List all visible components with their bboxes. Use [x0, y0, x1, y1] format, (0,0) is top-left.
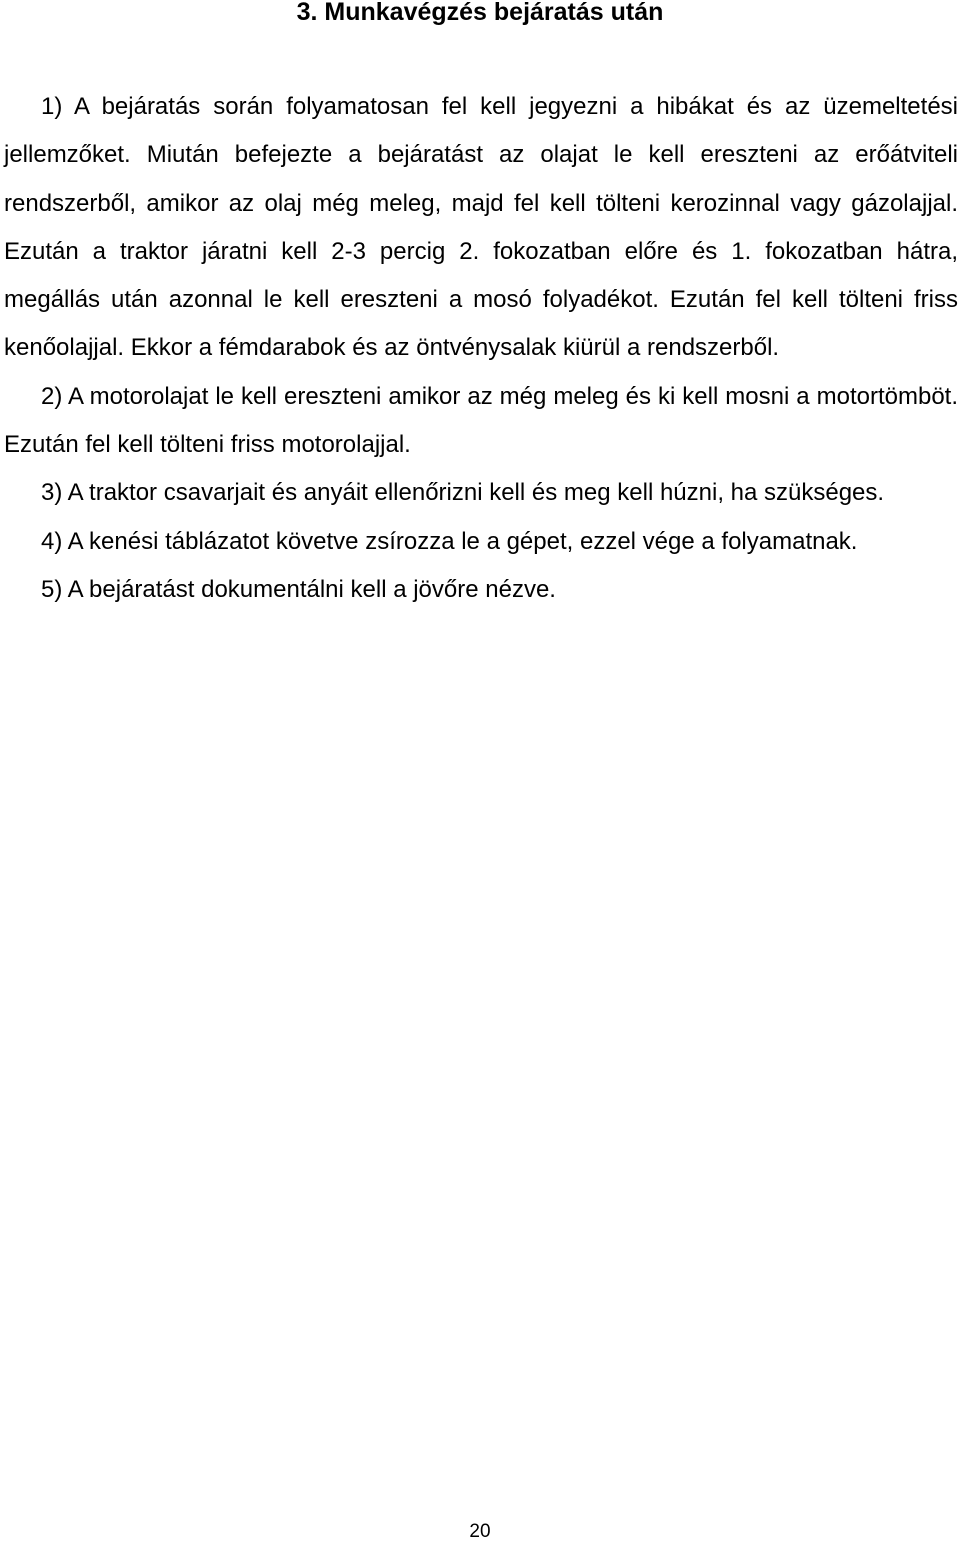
section-body: [4, 83, 958, 614]
paragraph-step-3: 3) A traktor csavarjait és anyáit ellenőrizni kell és meg kell húzni, ha szükséges.: [41, 479, 885, 507]
section-heading: 3. Munkavégzés bejáratás után: [296, 0, 664, 26]
paragraph-step-4: 4) A kenési táblázatot követve zsírozza le a gépet, ezzel vége a folyamatnak.: [41, 527, 858, 555]
paragraph-step-5: 5) A bejáratást dokumentálni kell a jövőre nézve.: [41, 575, 556, 603]
page-number: 20: [469, 1521, 491, 1542]
paragraph-step-2: 2) A motorolajat le kell ereszteni amikor az még meleg és ki kell mosni a motortömböt. Ezután fel kell tölteni friss motorolajjal.: [4, 382, 958, 459]
paragraph-step-1: 1) A bejáratás során folyamatosan fel kell jegyezni a hibákat és az üzemeltetési jellemzőket. Miután befejezte a bejáratást az olajat le kell ereszteni az erőátviteli rendszerből, amikor az olaj még meleg, majd fel kell tölteni kerozinnal vagy gázolajjal. Ezután a traktor járatni kell 2-3 percig 2. fokozatban előre és 1. fokozatban hátra, megállás után azonnal le kell ereszteni a mosó folyadékot. Ezután fel kell tölteni friss kenőolajjal. Ekkor a fémdarabok és az öntvénysalak kiürül a rendszerből.: [4, 93, 958, 362]
